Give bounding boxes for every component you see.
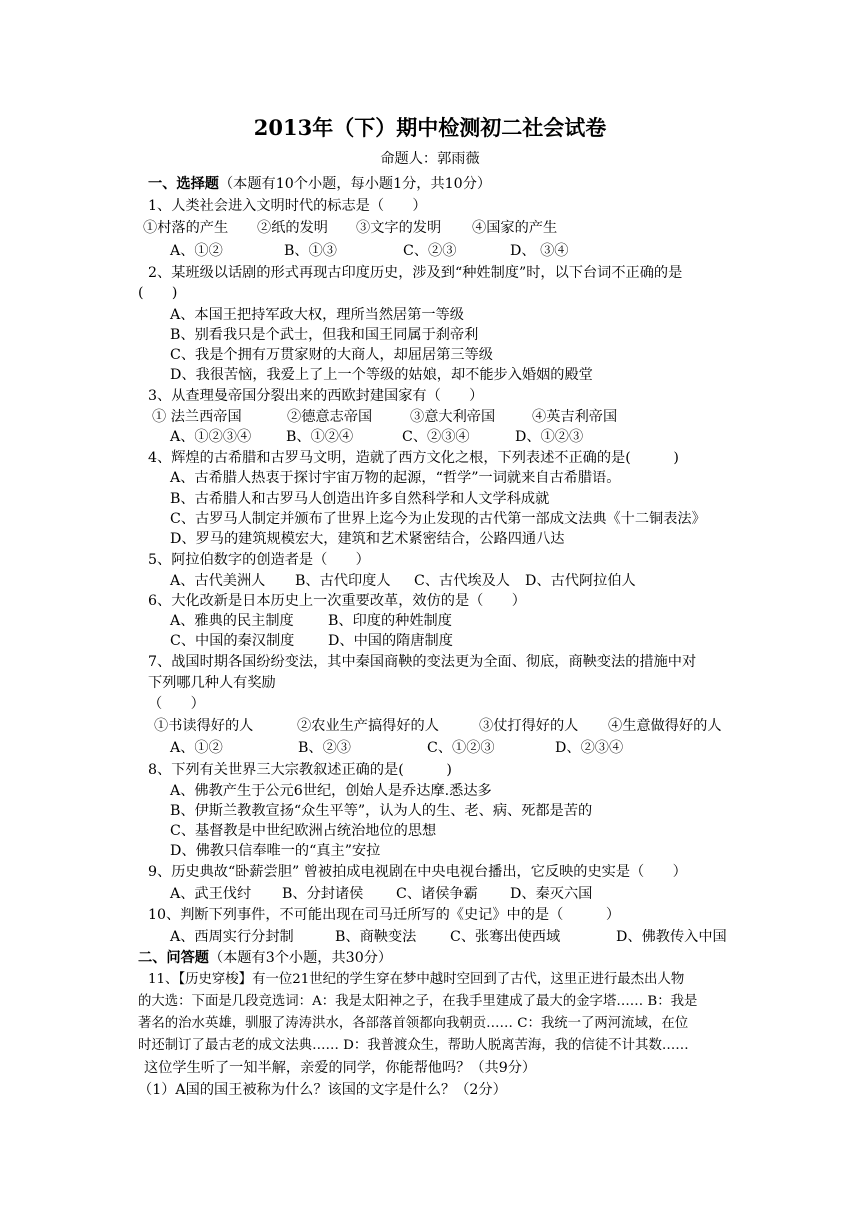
q1-stem: 1、人类社会进入文明时代的标志是（ ） [148, 198, 427, 214]
q3-item-1: ① 法兰西帝国 [152, 409, 242, 425]
q8-option-b: B、伊斯兰教教宣扬“众生平等”，认为人的生、老、病、死都是苦的 [170, 803, 593, 819]
q7-item-3: ③仗打得好的人 [479, 718, 579, 734]
q6-option-a: A、雅典的民主制度 [170, 613, 294, 629]
q11-line-1: 11、【历史穿梭】有一位21世纪的学生穿在梦中越时空回到了古代，这里正进行最杰出人物 [148, 972, 685, 987]
q7-stem-bracket: （ ） [148, 696, 205, 712]
q10-option-d: D、佛教传入中国 [616, 929, 727, 945]
exam-title: 2013年（下）期中检测初二社会试卷 [253, 115, 607, 140]
section-2-note: （本题有3个小题，共30分） [208, 950, 393, 966]
q6-option-c: C、中国的秦汉制度 [170, 633, 295, 649]
q3-item-4: ④英吉利帝国 [532, 409, 618, 425]
q2-stem-bracket: ( ) [138, 285, 178, 301]
q6-stem: 6、大化改新是日本历史上一次重要改革，效仿的是（ ） [148, 593, 526, 609]
q9-stem: 9、历史典故“卧薪尝胆” 曾被拍成电视剧在中央电视台播出，它反映的史实是（ ） [148, 864, 687, 880]
q3-option-d: D、①②③ [515, 429, 584, 445]
q2-option-c: C、我是个拥有万贯家财的大商人，却屈居第三等级 [170, 347, 493, 363]
q9-option-a: A、武王伐纣 [170, 886, 252, 902]
q10-option-c: C、张骞出使西域 [450, 929, 561, 945]
q2-option-d: D、我很苦恼，我爱上了上一个等级的姑娘，却不能步入婚姻的殿堂 [170, 367, 593, 383]
q5-stem: 5、阿拉伯数字的创造者是（ ） [148, 552, 370, 568]
q8-option-d: D、佛教只信奉唯一的“真主”安拉 [170, 843, 381, 859]
q4-option-a: A、古希腊人热衷于探讨宇宙万物的起源，“哲学”一词就来自古希腊语。 [170, 470, 621, 486]
q4-stem: 4、辉煌的古希腊和古罗马文明，造就了西方文化之根，下列表述不正确的是( ) [148, 450, 679, 466]
q11-closing: 这位学生听了一知半解，亲爱的同学，你能帮他吗？（共9分） [144, 1060, 537, 1076]
q7-stem: 7、战国时期各国纷纷变法，其中秦国商鞅的变法更为全面、彻底，商鞅变法的措施中对 [148, 654, 697, 670]
q1-option-a: A、①② [170, 243, 223, 259]
q3-item-3: ③意大利帝国 [410, 409, 496, 425]
q1-option-d: D、 ③④ [510, 243, 569, 259]
q2-option-b: B、别看我只是个武士，但我和国王同属于刹帝利 [170, 327, 479, 343]
q10-stem: 10、判断下列事件，不可能出现在司马迁所写的《史记》中的是（ ） [148, 907, 621, 923]
q3-stem: 3、从查理曼帝国分裂出来的西欧封建国家有（ ） [148, 388, 484, 404]
q1-item-2: ②纸的发明 [257, 220, 328, 236]
q8-stem: 8、下列有关世界三大宗教叙述正确的是( ) [148, 762, 452, 778]
q5-option-c: C、古代埃及人 [414, 573, 510, 589]
q8-option-a: A、佛教产生于公元6世纪，创始人是乔达摩.悉达多 [170, 783, 492, 799]
q7-option-b: B、②③ [298, 740, 351, 756]
q11-sub-question-1: （1）A国的国王被称为什么？该国的文字是什么？（2分） [138, 1082, 507, 1098]
section-2-heading: 二、问答题 [138, 950, 209, 966]
q5-option-d: D、古代阿拉伯人 [525, 573, 636, 589]
q3-item-2: ②德意志帝国 [287, 409, 373, 425]
q7-option-d: D、②③④ [555, 740, 624, 756]
exam-author: 命题人：郭雨薇 [380, 151, 480, 167]
q7-item-1: ①书读得好的人 [154, 718, 254, 734]
q7-stem-line2: 下列哪几种人有奖励 [148, 675, 276, 691]
q3-option-b: B、①②④ [286, 429, 354, 445]
section-1-note: （本题有10个小题，每小题1分，共10分） [218, 176, 492, 192]
q4-option-c: C、古罗马人制定并颁布了世界上迄今为止发现的古代第一部成文法典《十二铜表法》 [170, 511, 706, 527]
q6-option-b: B、印度的种姓制度 [328, 613, 452, 629]
q1-item-4: ④国家的产生 [472, 220, 558, 236]
section-1-header [148, 174, 491, 194]
q5-option-b: B、古代印度人 [295, 573, 391, 589]
q1-item-1: ①村落的产生 [143, 220, 229, 236]
q2-stem: 2、某班级以话剧的形式再现古印度历史，涉及到“种姓制度”时，以下台词不正确的是 [148, 265, 683, 281]
q9-option-d: D、秦灭六国 [510, 886, 593, 902]
q11-line-3: 著名的治水英雄，驯服了涛涛洪水，各部落首领都向我朝贡…… C：我统一了两河流域，在位 [138, 1016, 689, 1031]
q7-option-c: C、①②③ [427, 740, 495, 756]
q6-option-d: D、中国的隋唐制度 [328, 633, 453, 649]
q3-option-c: C、②③④ [402, 429, 470, 445]
q1-option-c: C、②③ [403, 243, 457, 259]
q2-option-a: A、本国王把持军政大权，理所当然居第一等级 [170, 307, 464, 323]
q11-line-2: 的大选：下面是几段竞选词：A：我是太阳神之子，在我手里建成了最大的金字塔…… B：我是 [138, 994, 698, 1009]
section-2-header [138, 948, 392, 968]
q10-option-a: A、西周实行分封制 [170, 929, 294, 945]
q8-option-c: C、基督教是中世纪欧洲占统治地位的思想 [170, 823, 437, 839]
q10-option-b: B、商鞅变法 [335, 929, 417, 945]
q3-option-a: A、①②③④ [170, 429, 252, 445]
q7-option-a: A、①② [170, 740, 223, 756]
q1-option-b: B、①③ [284, 243, 337, 259]
q4-option-b: B、古希腊人和古罗马人创造出许多自然科学和人文学科成就 [170, 491, 550, 507]
q7-item-2: ②农业生产搞得好的人 [297, 718, 439, 734]
q9-option-b: B、分封诸侯 [282, 886, 364, 902]
q4-option-d: D、罗马的建筑规模宏大，建筑和艺术紧密结合，公路四通八达 [170, 531, 565, 547]
q11-line-4: 时还制订了最古老的成文法典…… D：我普渡众生，帮助人脱离苦海，我的信徒不计其数…… [138, 1038, 689, 1053]
q9-option-c: C、诸侯争霸 [396, 886, 478, 902]
section-1-heading: 一、选择题 [148, 176, 219, 192]
q5-option-a: A、古代美洲人 [170, 573, 266, 589]
q7-item-4: ④生意做得好的人 [608, 718, 722, 734]
q1-item-3: ③文字的发明 [356, 220, 442, 236]
